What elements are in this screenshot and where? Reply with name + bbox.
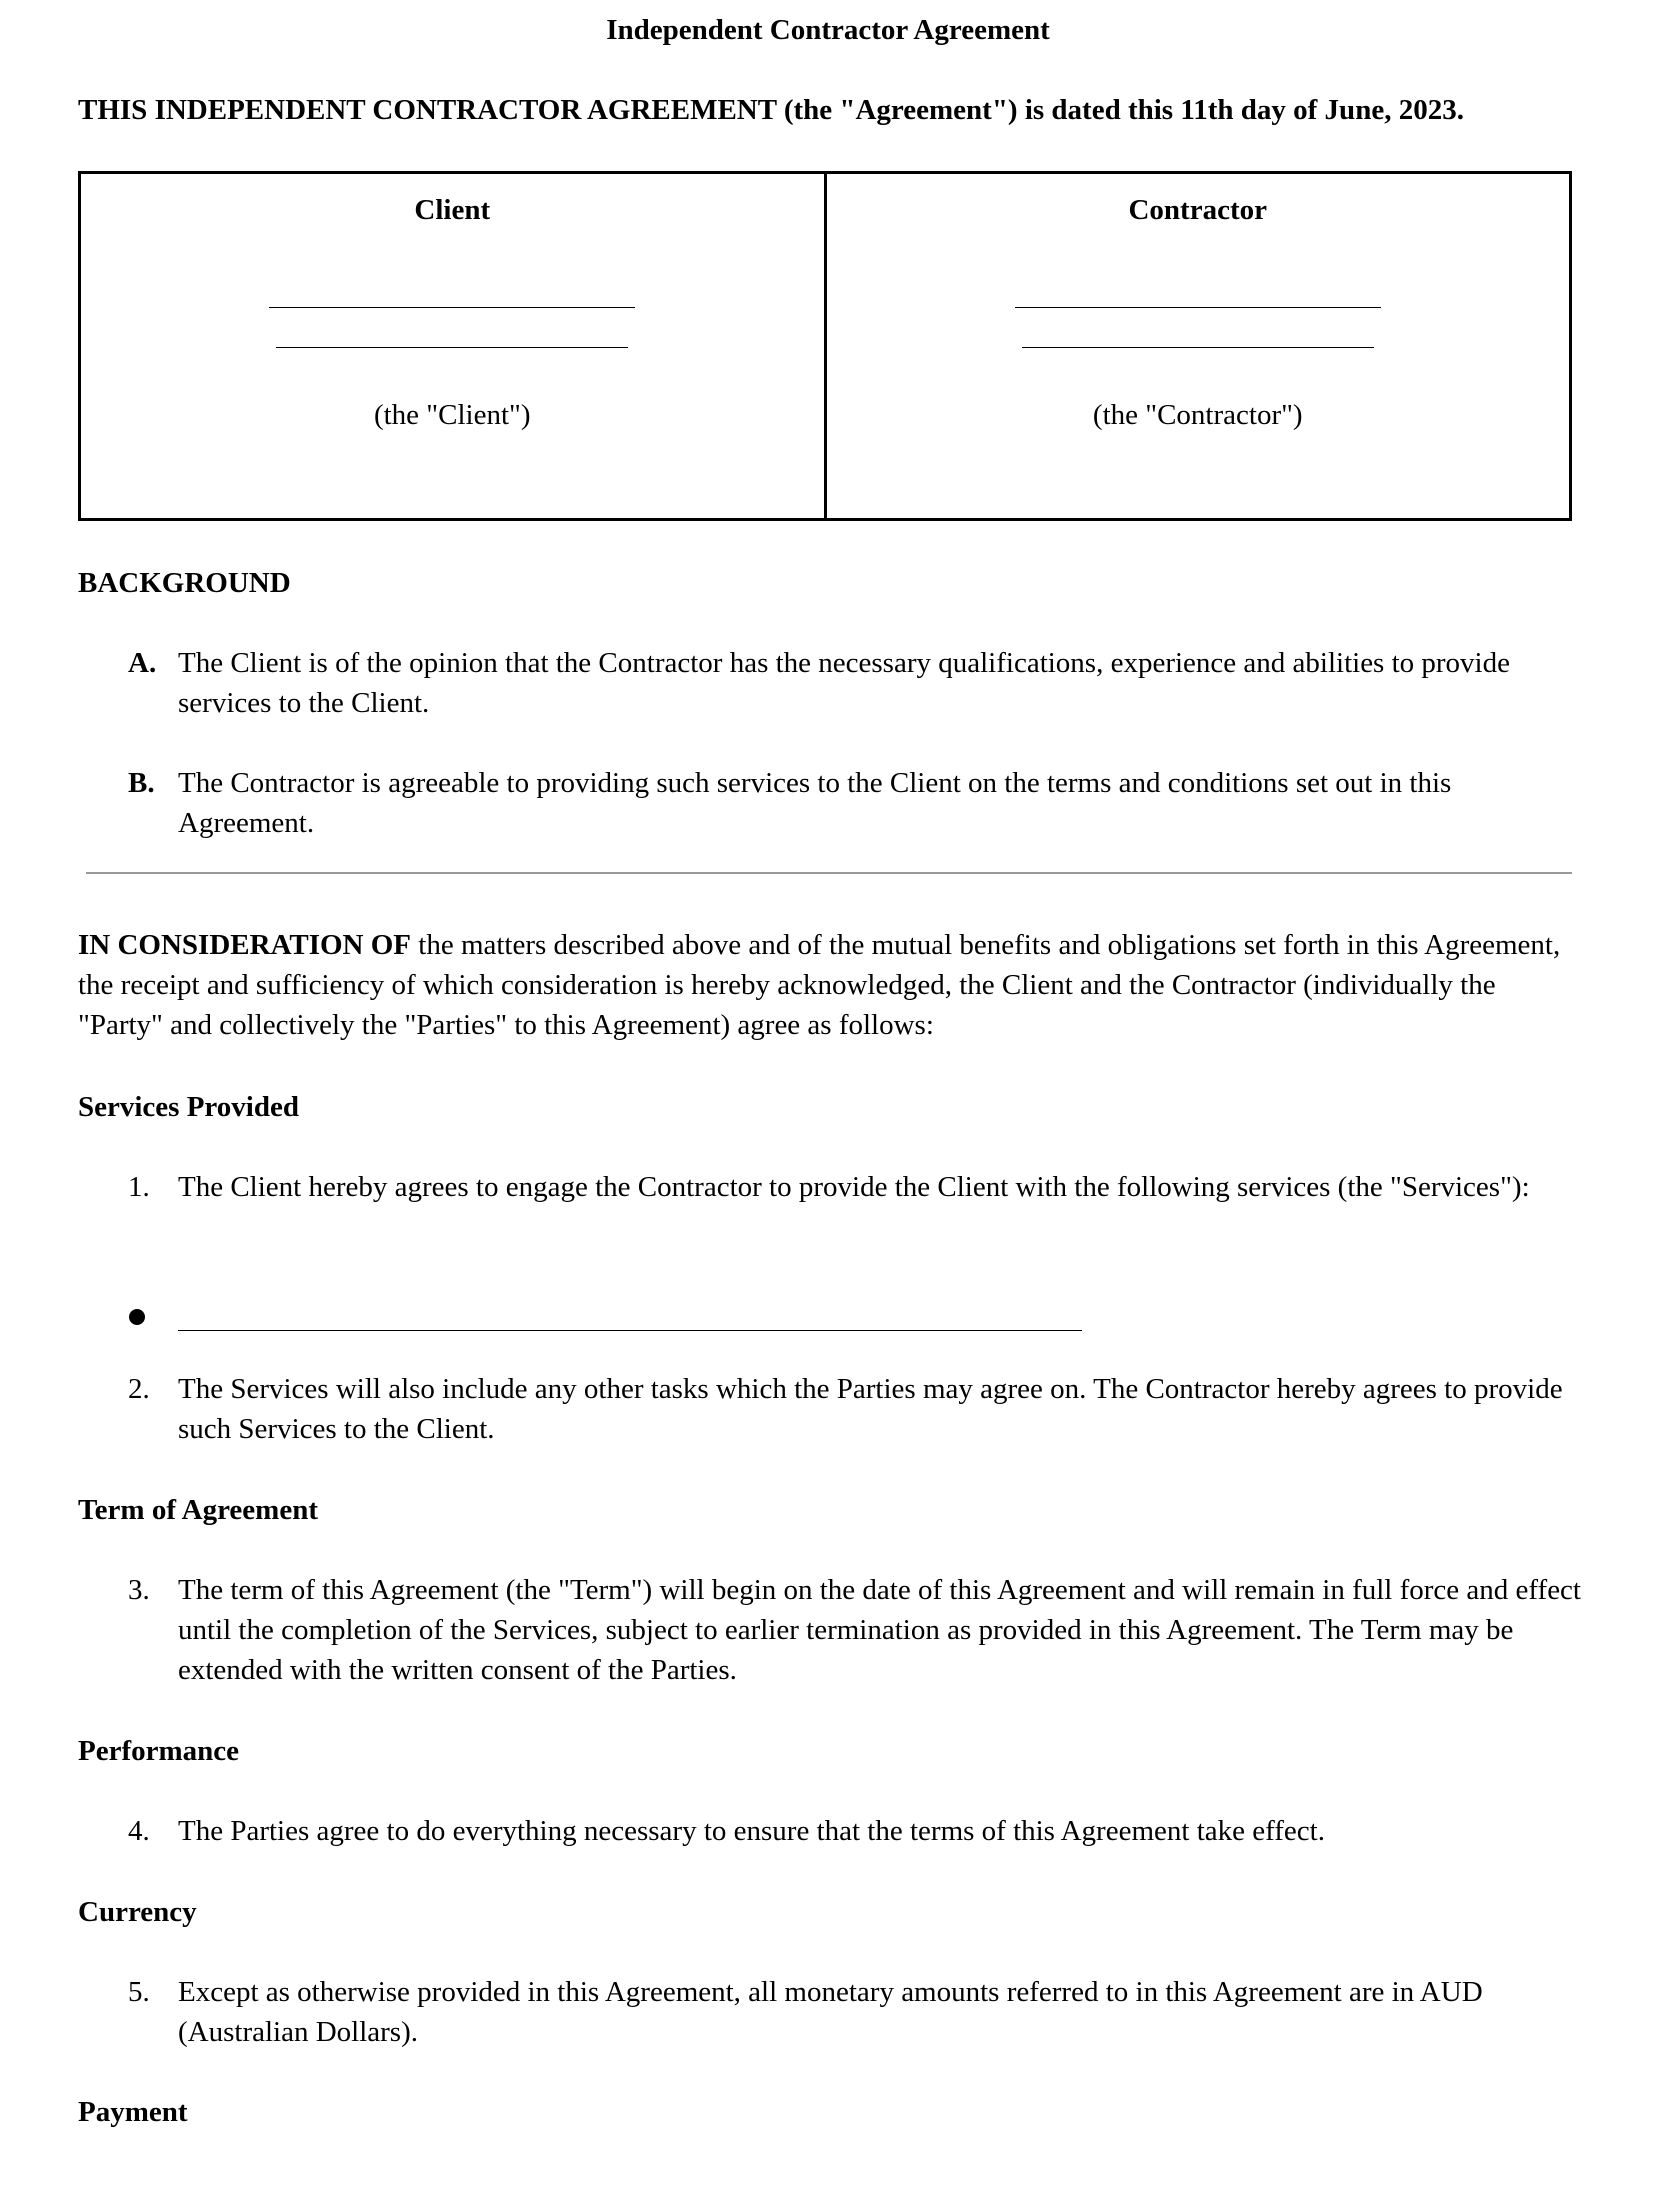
- client-address-blank: [276, 347, 628, 348]
- payment-heading: Payment: [78, 2096, 188, 2128]
- clause-4-number: 4.: [128, 1815, 150, 1847]
- clause-1-text: The Client hereby agrees to engage the Contractor to provide the Client with the following services (the "Services"):: [178, 1171, 1530, 1203]
- background-item-a-text: The Client is of the opinion that the Contractor has the necessary qualifications, experience and abilities to provide services to the Client.: [178, 647, 1510, 719]
- consideration-lead: IN CONSIDERATION OF: [78, 929, 412, 961]
- client-heading: Client: [414, 194, 491, 226]
- parties-table: [78, 171, 1572, 521]
- clause-4-text: The Parties agree to do everything necessary to ensure that the terms of this Agreement take effect.: [178, 1815, 1325, 1847]
- client-cell: [81, 174, 824, 518]
- clause-5-text: Except as otherwise provided in this Agreement, all monetary amounts referred to in this Agreement are in AUD (Australian Dollars).: [178, 1976, 1483, 2048]
- consideration-paragraph: [78, 925, 1578, 1045]
- background-item-b-text: The Contractor is agreeable to providing such services to the Client on the terms and conditions set out in this Agreement.: [178, 767, 1452, 839]
- bullet-icon: [129, 1309, 145, 1325]
- clause-3: [128, 1570, 1588, 1690]
- background-item-a: [128, 643, 1588, 723]
- contractor-name-blank: [1015, 307, 1381, 308]
- performance-heading: Performance: [78, 1735, 240, 1767]
- contractor-address-blank: [1022, 347, 1374, 348]
- clause-4: [128, 1811, 1588, 1851]
- clause-1-number: 1.: [128, 1171, 150, 1203]
- clause-5: [128, 1972, 1588, 2052]
- clause-2: [128, 1369, 1588, 1449]
- background-item-b-marker: B.: [128, 767, 155, 799]
- background-item-a-marker: A.: [128, 647, 157, 679]
- term-heading: Term of Agreement: [78, 1494, 318, 1526]
- contractor-cell: [824, 174, 1570, 518]
- section-divider: [86, 872, 1572, 874]
- clause-2-text: The Services will also include any other tasks which the Parties may agree on. The Contractor hereby agrees to provide such Services to the Client.: [178, 1373, 1563, 1445]
- services-provided-heading: Services Provided: [78, 1091, 299, 1123]
- contractor-alias: (the "Contractor"): [1092, 399, 1303, 431]
- clause-3-text: The term of this Agreement (the "Term") will begin on the date of this Agreement and will remain in full force and effect until the completion of the Services, subject to earlier termination as provided in this Agreement. The Term may be extended with the written consent of the Parties.: [178, 1574, 1581, 1686]
- background-heading: BACKGROUND: [78, 567, 291, 599]
- background-item-b: [128, 763, 1588, 843]
- contractor-heading: Contractor: [1128, 194, 1267, 226]
- clause-5-number: 5.: [128, 1976, 150, 2008]
- consideration-text: the matters described above and of the mutual benefits and obligations set forth in this Agreement, the receipt and sufficiency of which consideration is hereby acknowledged, the Client and the Contractor (individually the "Party" and collectively the "Parties" to this Agreement) agree as follows:: [78, 929, 1561, 1041]
- clause-3-number: 3.: [128, 1574, 150, 1606]
- clause-2-number: 2.: [128, 1373, 150, 1405]
- document-title: Independent Contractor Agreement: [606, 14, 1050, 46]
- clause-1: [128, 1167, 1588, 1207]
- client-alias: (the "Client"): [373, 399, 531, 431]
- agreement-intro: THIS INDEPENDENT CONTRACTOR AGREEMENT (the "Agreement") is dated this 11th day of June, 2023.: [78, 94, 1464, 126]
- services-list-item: [128, 1297, 1178, 1337]
- client-name-blank: [269, 307, 635, 308]
- currency-heading: Currency: [78, 1896, 197, 1928]
- service-description-blank: [178, 1330, 1082, 1331]
